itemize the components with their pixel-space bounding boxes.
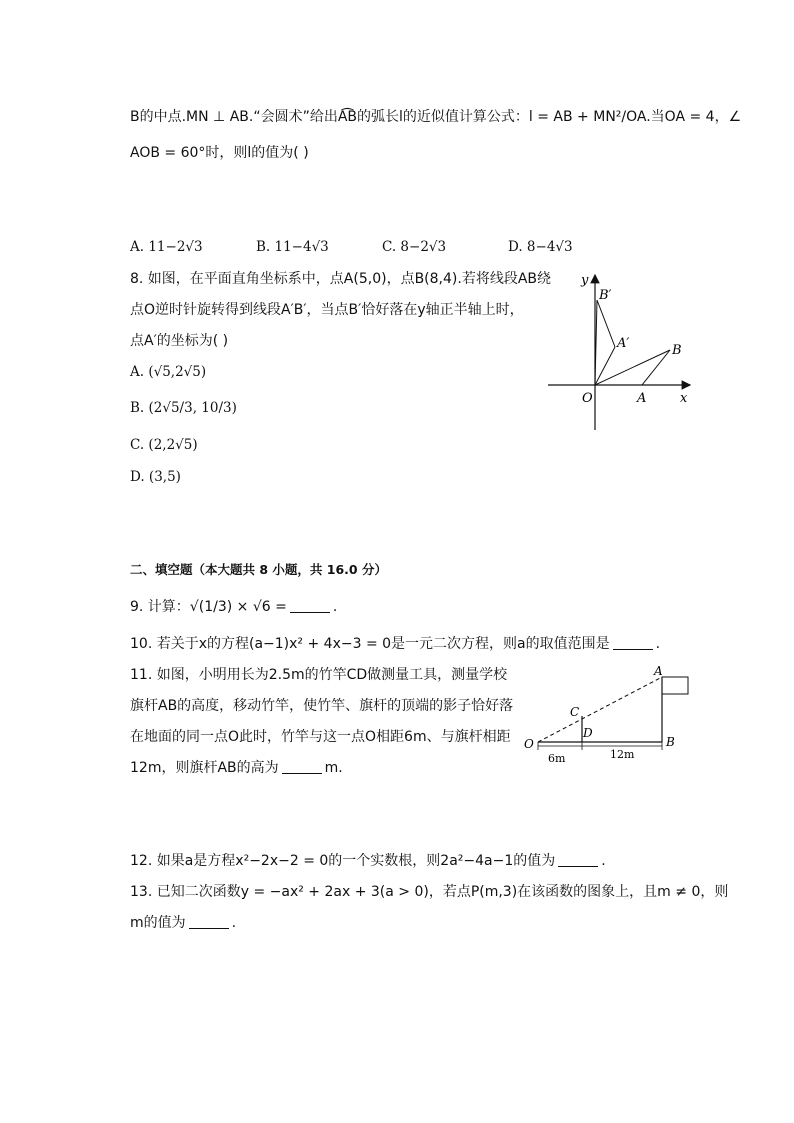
shadow-line [538,677,662,742]
q11-text-line4 [130,758,343,778]
q7-text-line1: B的中点.MN ⊥ AB.“会圆术”给出A͡B的弧长l的近似值计算公式：l = AB + MN²/OA.当OA = 4，∠ [130,109,742,125]
q11-answer-blank[interactable] [282,759,322,774]
q8-option-b: B. (2√5/3, 10/3) [130,400,237,416]
q10-question: 10. 若关于x的方程(a−1)x² + 4x−3 = 0是一元二次方程，则a的取值范围是 [130,636,610,652]
q11-unit: m. [324,760,343,776]
q8-text-line1: 8. 如图，在平面直角坐标系中，点A(5,0)，点B(8,4).若将线段AB绕 [130,271,551,287]
q12-period: . [601,853,606,869]
label-a: A [654,664,663,678]
q11-text-line3: 在地面的同一点O此时，竹竿与这一点O相距6m、与旗杆相距 [130,729,511,745]
q13-answer-blank[interactable] [189,914,229,929]
label-o: O [582,391,593,406]
q7-option-b: B. 11−4√3 [256,239,329,255]
segment-b2a2 [597,300,615,347]
label-d: D [583,726,593,740]
q13-question-end: m的值为 [130,915,186,931]
q8-option-d: D. (3,5) [130,469,181,485]
q13-text-line1: 13. 已知二次函数y = −ax² + 2ax + 3(a > 0)，若点P(m,3)在该函数的图象上，且m ≠ 0，则 [130,884,729,900]
q10-text [130,634,660,654]
q10-answer-blank[interactable] [613,635,653,650]
label-b: B [672,343,682,358]
flag [662,677,688,694]
q7-option-d: D. 8−4√3 [508,239,573,255]
q11-flagpole-figure [520,662,700,772]
q11-text-line1: 11. 如图，小明用长为2.5m的竹竿CD做测量工具，测量学校 [130,667,508,683]
q9-answer-blank[interactable] [290,598,330,613]
q8-coordinate-figure [540,265,700,435]
q13-period: . [231,915,237,931]
segment-ob [595,350,670,385]
q12-answer-blank[interactable] [558,852,598,867]
label-b: B [666,735,675,749]
q8-text-line2: 点O逆时针旋转得到线段A′B′，当点B′恰好落在y轴正半轴上时， [130,302,524,318]
q11-question-end: 12m，则旗杆AB的高为 [130,760,279,776]
label-o: O [524,737,534,751]
q9-text [130,597,337,617]
label-a: A [637,391,647,406]
label-x: x [680,391,688,406]
q12-text [130,851,606,871]
segment-oa2 [595,347,615,385]
label-a-prime: A′ [617,336,630,351]
label-12m: 12m [610,748,635,761]
section-heading: 二、填空题（本大题共 8 小题，共 16.0 分） [130,562,387,577]
label-y: y [581,273,589,288]
q12-question: 12. 如果a是方程x²−2x−2 = 0的一个实数根，则2a²−4a−1的值为 [130,853,556,869]
q13-text-line2 [130,913,236,933]
segment-ab [642,350,670,385]
q11-text-line2: 旗杆AB的高度，移动竹竿，使竹竿、旗杆的顶端的影子恰好落 [130,698,514,714]
q9-question: 9. 计算：√(1/3) × √6 = [130,599,287,615]
q8-option-c: C. (2,2√5) [130,437,198,453]
label-b-prime: B′ [599,288,612,303]
label-6m: 6m [548,752,566,765]
label-c: C [570,705,580,719]
q7-option-a: A. 11−2√3 [130,239,203,255]
q10-period: . [655,636,661,652]
q9-period: . [332,599,338,615]
q8-option-a: A. (√5,2√5) [130,364,207,380]
q7-text-line2: AOB = 60°时，则l的值为( ) [130,145,309,161]
q8-text-line3: 点A′的坐标为( ) [130,333,229,349]
q7-option-c: C. 8−2√3 [382,239,447,255]
